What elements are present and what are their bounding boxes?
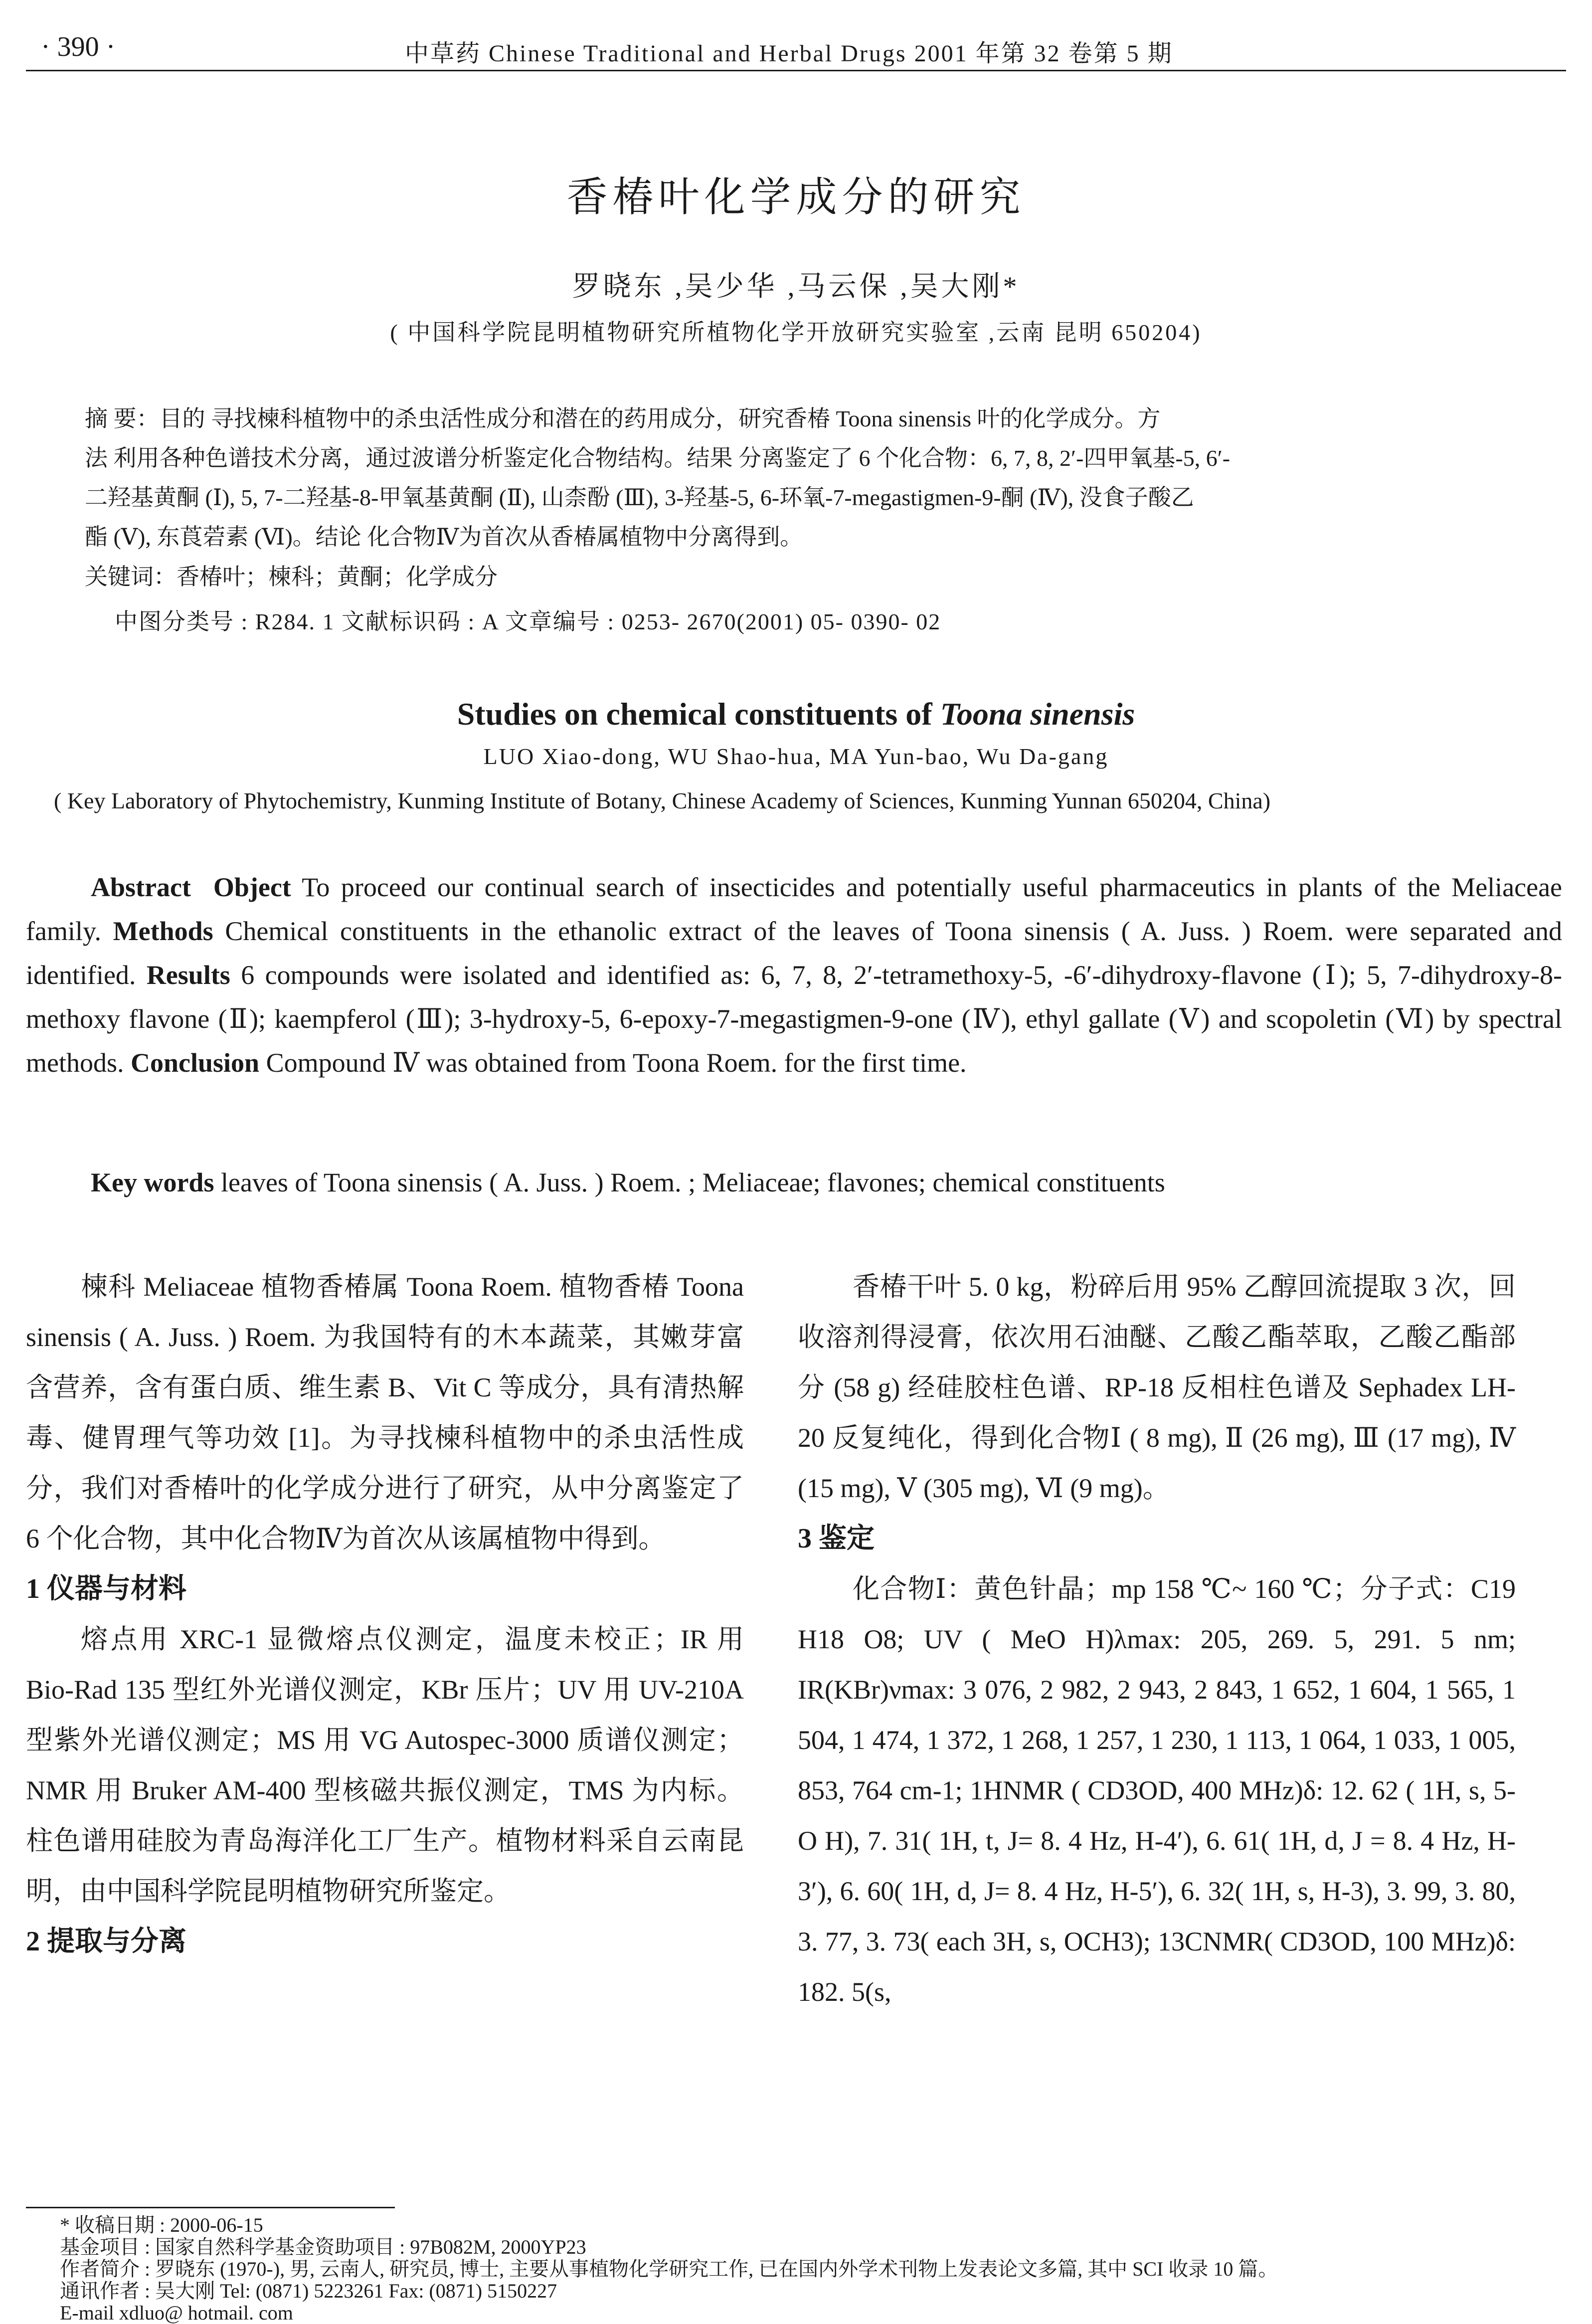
methods-text: Chemical constituents in the ethanolic extract of the leaves of Toona sinensis ( A. Juss. ) Roem. were separated and identified. xyxy=(26,916,1562,990)
keywords-label: Key words xyxy=(91,1167,214,1197)
keywords-text: leaves of Toona sinensis ( A. Juss. ) Roem. ; Meliaceae; flavones; chemical constituents xyxy=(214,1167,1165,1197)
chinese-abstract-line: 法 利用各种色谱技术分离，通过波谱分析鉴定化合物结构。结果 分离鉴定了 6 个化合物：6, 7, 8, 2′-四甲氧基-5, 6′- xyxy=(85,445,1231,471)
chinese-abstract-line: 摘 要：目的 寻找楝科植物中的杀虫活性成分和潜在的药用成分，研究香椿 Toona sinensis 叶的化学成分。方 xyxy=(85,406,1161,431)
left-column xyxy=(26,1262,744,1967)
footnote-rule xyxy=(26,2207,395,2208)
footnote-line: E-mail xdluo@ hotmail. com xyxy=(60,2302,293,2324)
english-authors: LUO Xiao-dong, WU Shao-hua, MA Yun-bao, Wu Da-gang xyxy=(483,744,1109,769)
right-column xyxy=(798,1262,1516,2017)
chinese-abstract xyxy=(85,399,1507,557)
english-keywords xyxy=(26,1167,1562,1198)
section-1-heading: 1 仪器与材料 xyxy=(26,1573,186,1604)
page-number: · 390 · xyxy=(41,31,116,62)
conclusion-label: Conclusion xyxy=(131,1048,260,1078)
footnote-line: 通讯作者 : 吴大刚 Tel: (0871) 5223261 Fax: (0871) 5150227 xyxy=(60,2280,557,2302)
chinese-authors: 罗晓东 ,吴少华 ,马云保 ,吴大刚* xyxy=(572,271,1020,302)
header-rule xyxy=(26,70,1566,71)
section-2-text: 香椿干叶 5. 0 kg，粉碎后用 95% 乙醇回流提取 3 次，回收溶剂得浸膏，依次用石油醚、乙酸乙酯萃取，乙酸乙酯部分 (58 g) 经硅胶柱色谱、RP-18 反相柱色谱及 Sephadex LH-20 反复纯化，得到化合物Ⅰ ( 8 mg), Ⅱ (26 mg), Ⅲ (17 mg), Ⅳ (15 mg), Ⅴ (305 mg), Ⅵ (9 mg)。 xyxy=(798,1272,1516,1503)
methods-label: Methods xyxy=(113,916,213,946)
conclusion-text: Compound Ⅳ was obtained from Toona Roem. for the first time. xyxy=(259,1048,967,1078)
chinese-affiliation: ( 中国科学院昆明植物研究所植物化学开放研究实验室 ,云南 昆明 650204) xyxy=(390,320,1202,345)
english-title-species: Toona sinensis xyxy=(940,696,1135,732)
chinese-keywords: 关键词：香椿叶；楝科；黄酮；化学成分 xyxy=(85,564,498,589)
classification-line: 中图分类号 : R284. 1 文献标识码 : A 文章编号 : 0253- 2670(2001) 05- 0390- 02 xyxy=(115,609,941,634)
footnote-line: * 收稿日期 : 2000-06-15 xyxy=(60,2214,263,2236)
footnote-line: 作者简介 : 罗晓东 (1970-), 男, 云南人, 研究员, 博士, 主要从事植物化学研究工作, 已在国内外学术刊物上发表论文多篇, 其中 SCI 收录 10 篇。 xyxy=(60,2258,1278,2280)
english-title xyxy=(0,696,1592,733)
journal-line: 中草药 Chinese Traditional and Herbal Drugs 2001 年第 32 卷第 5 期 xyxy=(405,40,1173,67)
english-abstract xyxy=(26,865,1562,1085)
chinese-title: 香椿叶化学成分的研究 xyxy=(566,175,1026,220)
intro-paragraph: 楝科 Meliaceae 植物香椿属 Toona Roem. 植物香椿 Toona sinensis ( A. Juss. ) Roem. 为我国特有的木本蔬菜，其嫩芽富含营养，含有蛋白质、维生素 B、Vit C 等成分，具有清热解毒、健胃理气等功效 [1]。为寻找楝科植物中的杀虫活性成分，我们对香椿叶的化学成分进行了研究，从中分离鉴定了 6 个化合物，其中化合物Ⅳ为首次从该属植物中得到。 xyxy=(26,1272,744,1553)
abstract-label: Abstract xyxy=(91,872,191,902)
running-header xyxy=(26,31,1566,66)
english-affiliation: ( Key Laboratory of Phytochemistry, Kunming Institute of Botany, Chinese Academy of Sciences, Kunming Yunnan 650204, China) xyxy=(54,788,1271,813)
footnote xyxy=(60,2214,1552,2324)
footnote-line: 基金项目 : 国家自然科学基金资助项目 : 97B082M, 2000YP23 xyxy=(60,2236,586,2258)
section-3-text: 化合物Ⅰ：黄色针晶；mp 158 ℃~ 160 ℃；分子式：C19 H18 O8; UV ( MeO H)λmax: 205, 269. 5, 291. 5 nm; IR(KBr)νmax: 3 076, 2 982, 2 943, 2 843, 1 652, 1 604, 1 565, 1 504, 1 474, 1 372, 1 268, 1 257, 1 230, 1 113, 1 064, 1 033, 1 005, 853, 764 cm-1; 1HNMR ( CD3OD, 400 MHz)δ: 12. 62 ( 1H, s, 5-O H), 7. 31( 1H, t, J= 8. 4 Hz, H-4′), 6. 61( 1H, d, J = 8. 4 Hz, H-3′), 6. 60( 1H, d, J= 8. 4 Hz, H-5′), 6. 32( 1H, s, H-3), 3. 99, 3. 80, 3. 77, 3. 73( each 3H, s, OCH3); 13CNMR( CD3OD, 100 MHz)δ: 182. 5(s, xyxy=(798,1574,1516,2007)
english-title-text: Studies on chemical constituents of xyxy=(457,696,940,732)
object-label: Object xyxy=(213,872,291,902)
results-label: Results xyxy=(146,960,230,990)
object-text: To proceed our continual search of insecticides and potentially useful pharmaceutics in plants of the Meliaceae family. xyxy=(26,872,1563,946)
chinese-abstract-line: 二羟基黄酮 (Ⅰ), 5, 7-二羟基-8-甲氧基黄酮 (Ⅱ), 山柰酚 (Ⅲ), 3-羟基-5, 6-环氧-7-megastigmen-9-酮 (Ⅳ), 没食子酸乙 xyxy=(85,485,1194,510)
chinese-abstract-line: 酯 (Ⅴ), 东莨菪素 (Ⅵ)。结论 化合物Ⅳ为首次从香椿属植物中分离得到。 xyxy=(85,524,803,550)
section-1-text: 熔点用 XRC-1 显微熔点仪测定，温度未校正；IR 用 Bio-Rad 135 型红外光谱仪测定，KBr 压片；UV 用 UV-210A 型紫外光谱仪测定；MS 用 VG Autospec-3000 质谱仪测定；NMR 用 Bruker AM-400 型核磁共振仪测定，TMS 为内标。柱色谱用硅胶为青岛海洋化工厂生产。植物材料采自云南昆明，由中国科学院昆明植物研究所鉴定。 xyxy=(26,1624,744,1906)
results-text: 6 compounds were isolated and identified as: 6, 7, 8, 2′-tetramethoxy-5, -6′-dihydroxy-flavone (Ⅰ); 5, 7-dihydroxy-8-methoxy flavone (Ⅱ); kaempferol (Ⅲ); 3-hydroxy-5, 6-epoxy-7-megastigmen-9-one (Ⅳ), ethyl gallate (Ⅴ) and scopoletin (Ⅵ) by spectral methods. xyxy=(26,960,1562,1078)
english-abstract-paragraph xyxy=(26,865,1562,1085)
section-2-heading: 2 提取与分离 xyxy=(26,1926,186,1957)
section-3-heading: 3 鉴定 xyxy=(798,1523,875,1554)
